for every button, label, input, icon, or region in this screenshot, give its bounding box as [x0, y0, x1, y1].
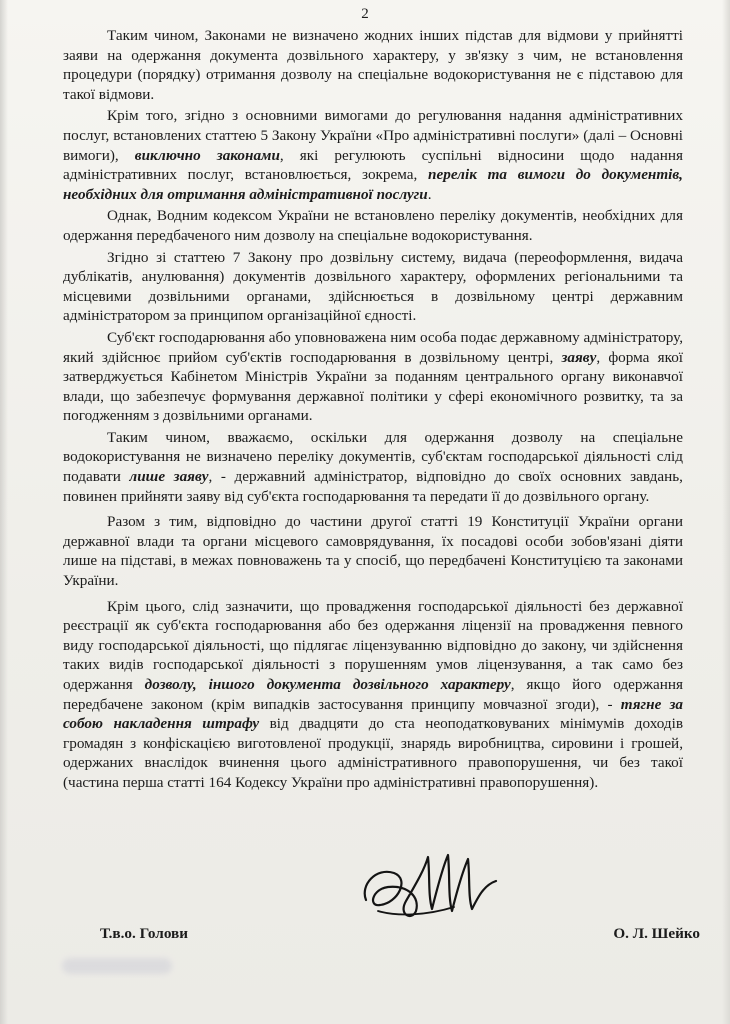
emphasis: дозволу, іншого документа дозвільного характеру [144, 676, 511, 693]
emphasis: заяву [173, 468, 209, 486]
paragraph-3: Однак, Водним кодексом України не встановлено переліку документів, необхідних для одержання передбаченого ним дозволу на спеціальне водокористування. [63, 207, 683, 244]
paragraph-4: Згідно зі статтею 7 Закону про дозвільну систему, видача (переоформлення, видача дублікатів, анулювання) документів дозвільного характеру, оформлених регіональними та місцевими дозвільними органами, здійснюється в дозвільному центрі державним адміністратором за принципом організаційної єдності. [63, 248, 683, 325]
page-right-shadow [722, 0, 730, 1024]
emphasis: лише заяву [129, 468, 209, 486]
signature-block [100, 925, 700, 945]
paragraph-6: Таким чином, вважаємо, оскільки для одержання дозволу на спеціальне водокористування не визначено переліку документів, суб'єктам господарської діяльності слід подавати лише заяву, - державний адміністратор, відповідно до своїх основних завдань, повинен прийняти заяву від суб'єкта господарювання та передати її до дозвільного органу. [63, 428, 683, 505]
emphasis: заяву [561, 348, 597, 366]
page-number: 2 [361, 6, 369, 22]
paragraph-2: Крім того, згідно з основними вимогами до регулювання надання адміністративних послуг, встановлених статтею 5 Закону України «Про адміністративні послуги» (далі – Основні вимоги), виключно законами, які регулюють суспільні відносини щодо надання адміністративних послуг, встановлюється, зокрема, перелік та вимоги до документів, необхідних для отримання адміністративної послуги. [63, 107, 683, 203]
redacted-blur [62, 958, 172, 974]
paragraph-8: Крім цього, слід зазначити, що провадження господарської діяльності без державної реєстрації як суб'єкта господарювання або без одержання ліцензії на провадження певного виду господарської діяльності, що підлягає ліцензуванню відповідно до закону, чи здійснення таких видів господарської діяльності з порушенням умов ліцензування, а так само без одержання дозволу, іншого документа дозвільного характеру, якщо його одержання передбачене законом (крім випадків застосування принципу мовчазної згоди), - тягне за собою накладення штрафу від двадцяти до ста неоподатковуваних мінімумів доходів громадян з конфіскацією виготовленої продукції, знарядь виробництва, сировини і грошей, одержаних внаслідок вчинення цього адміністративного правопорушення, чи без такої (частина перша статті 164 Кодексу України про адміністративні правопорушення). [63, 597, 683, 791]
handwritten-signature [358, 845, 508, 925]
signatory-position: Т.в.о. Голови [100, 925, 189, 942]
signatory-name: О. Л. Шейко [613, 925, 700, 942]
emphasis: перелік та вимоги до документів, необхідних для отримання адміністративної послуги [63, 166, 683, 203]
paragraph-7: Разом з тим, відповідно до частини другої статті 19 Конституції України органи державної влади та органи місцевого самоврядування, їх посадові особи зобов'язані діяти лише на підставі, в межах повноважень та у спосіб, що передбачені Конституцією та законами України. [63, 513, 683, 590]
emphasis: виключно законами [134, 146, 280, 164]
page-left-shadow [0, 0, 8, 1024]
emphasis: тягне за собою накладення штрафу [63, 695, 683, 733]
document-body [63, 26, 683, 795]
paragraph-1: Таким чином, Законами не визначено жодних інших підстав для відмови у прийнятті заяви на одержання документа дозвільного характеру, у зв'язку з чим, не встановлення процедури (порядку) отримання дозволу на спеціальне водокористування не є підставою для такої відмови. [63, 27, 683, 103]
paragraph-5: Суб'єкт господарювання або уповноважена ним особа подає державному адміністратору, який здійснює прийом суб'єктів господарювання в дозвільному центрі, заяву, форма якої затверджується Кабінетом Міністрів України за поданням центрального органу виконавчої влади, що забезпечує формування державної політики у сфері економічного розвитку, та за погодженням з дозвільними органами. [63, 328, 684, 425]
